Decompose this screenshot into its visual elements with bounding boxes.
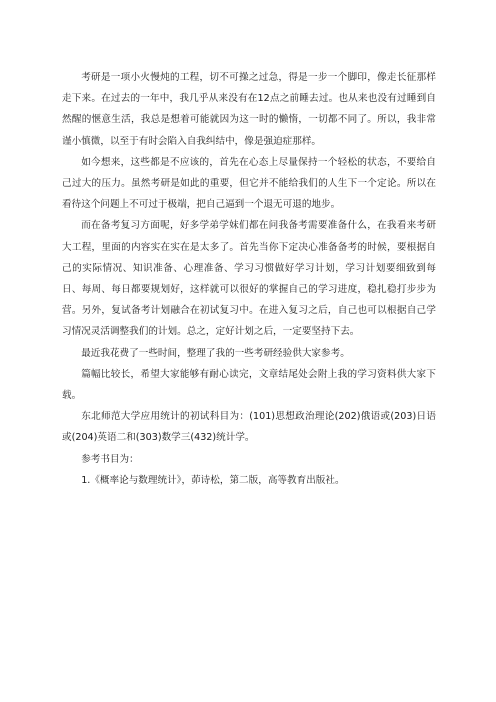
paragraph-intro: 考研是一项小火慢炖的工程，切不可操之过急，得是一步一个脚印，像走长征那样走下来。在过去的一年中，我几乎从来没有在12点之前睡去过。也从来也没有过睡到自然醒的惬意生活，我总是想着可能就因为这一时的懒惰，一切都不同了。所以，我非常谨小慎微，以至于有时会陷入自我纠结中，像是强迫症那样。 — [62, 72, 436, 147]
paragraph-length-note: 篇幅比较长，希望大家能够有耐心读完，文章结尾处会附上我的学习资料供大家下载。 — [62, 368, 436, 402]
document-body — [62, 67, 436, 491]
paragraph-reference-item-1: 1.《概率论与数理统计》，茆诗松，第二版，高等教育出版社。 — [81, 474, 345, 486]
paragraph-exam-subjects: 东北师范大学应用统计的初试科目为：(101)思想政治理论(202)俄语或(203)日语或(204)英语二和(303)数学三(432)统计学。 — [62, 411, 436, 444]
paragraph-reference-heading: 参考书目为： — [81, 453, 139, 465]
paragraph-study-plan: 而在备考复习方面呢，好多学弟学妹们都在问我备考需要准备什么，在我看来考研大工程，里面的内容实在实在是太多了。首先当你下定决心准备备考的时候，要根据自己的实际情况、知识准备、心理准备、学习习惯做好学习计划，学习计划要细致到每日、每周、每日都要规划好，这样就可以很好的掌握自己的学习进度，稳扎稳打步步为营。另外，复试备考计划融合在初试复习中。在进入复习之后，自己也可以根据自己学习情况灵活调整我们的计划。总之，定好计划之后，一定要坚持下去。 — [62, 220, 436, 338]
paragraph-mindset: 如今想来，这些都是不应该的，首先在心态上尽量保持一个轻松的状态，不要给自己过大的压力。虽然考研是如此的重要，但它并不能给我们的人生下一个定论。所以在看待这个问题上不可过于极端，把自己逼到一个退无可退的地步。 — [62, 156, 436, 211]
paragraph-experience: 最近我花费了一些时间，整理了我的一些考研经验供大家参考。 — [81, 347, 350, 359]
